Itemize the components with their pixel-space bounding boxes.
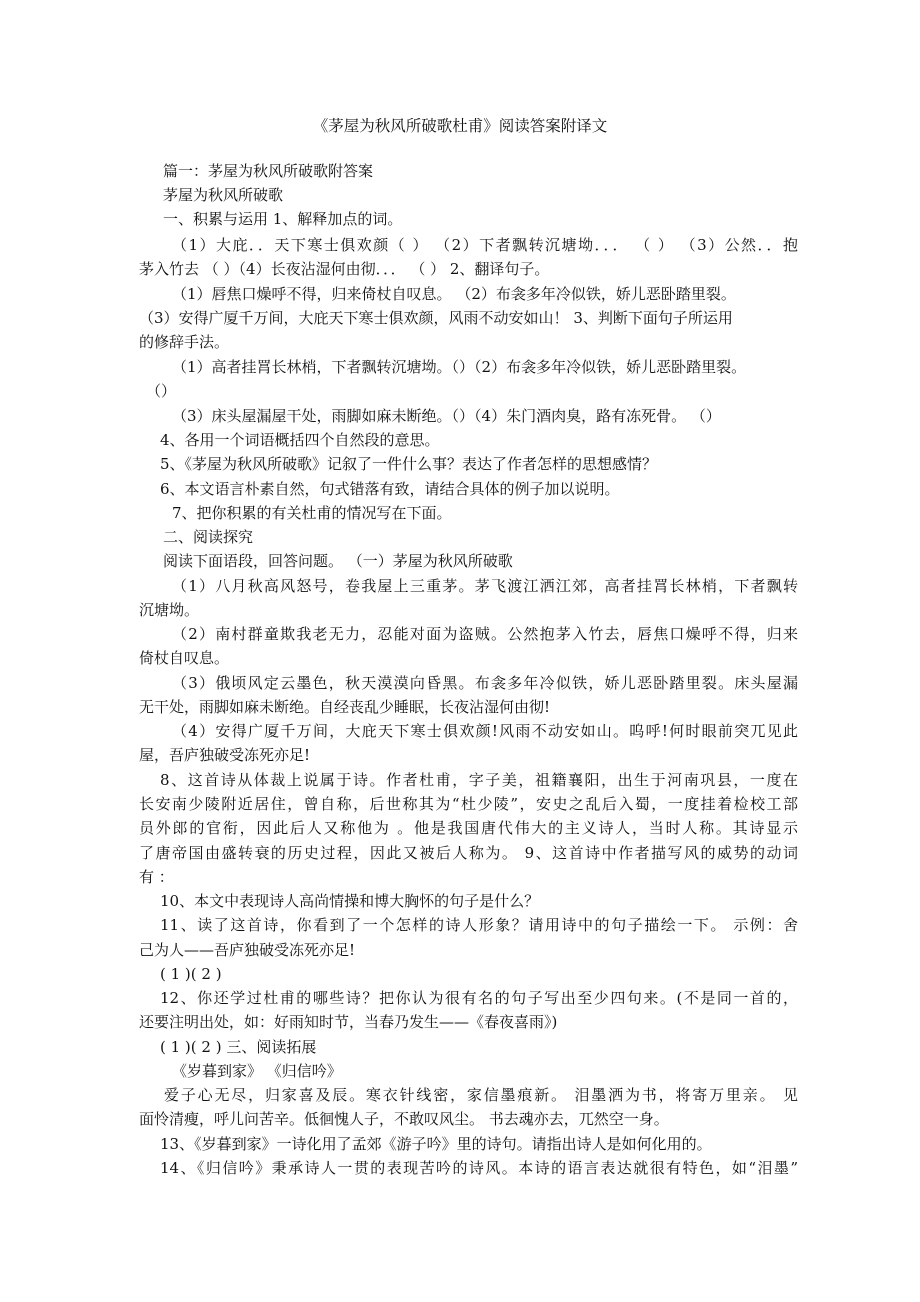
text-line: 二、阅读探究: [163, 528, 254, 546]
text-line: 还要注明出处，如：好雨知时节，当春乃发生——《春夜喜雨》): [139, 1013, 558, 1031]
text-line: 长安南少陵附近居住，曾自称，后世称其为“杜少陵”，安史之乱后入蜀，一度挂着检校工部: [139, 795, 798, 813]
text-line: 爱子心无尽，归家喜及辰。寒衣针线密，家信墨痕新。 泪墨洒为书，将寄万里亲。 见: [164, 1086, 798, 1104]
text-line: 11、读了这首诗，你看到了一个怎样的诗人形象？请用诗中的句子描绘一下。 示例：舍: [160, 916, 798, 934]
text-line: 己为人——吾庐独破受冻死亦足!: [139, 941, 356, 959]
text-line: 面怜清瘦，呼儿问苦辛。低徊愧人子，不敢叹风尘。 书去魂亦去，兀然空一身。: [139, 1110, 669, 1128]
text-line: 阅读下面语段，回答问题。 （一）茅屋为秋风所破歌: [163, 552, 513, 570]
text-line: （1）高者挂罥长林梢，下者飘转沉塘坳。（）（2）布衾多年冷似铁，娇儿恶卧踏里裂。: [172, 358, 747, 376]
text-line: （）: [146, 382, 177, 400]
text-line: 茅屋为秋风所破歌: [163, 186, 284, 204]
text-line: （1）大庇．．天下寒士俱欢颜（ ） （2）下者飘转沉塘坳．．． （ ） （3）公然．．抱: [172, 236, 798, 254]
text-line: 5、《茅屋为秋风所破歌》记叙了一件什么事？表达了作者怎样的思想感情？: [160, 455, 658, 473]
text-line: 《岁暮到家》 《归信吟》: [172, 1062, 342, 1080]
text-line: 7、把你积累的有关杜甫的情况写在下面。: [172, 504, 452, 522]
text-line: 一、积累与运用 1、解释加点的词。: [163, 210, 403, 228]
text-line: 10、本文中表现诗人高尚情操和博大胸怀的句子是什么？: [160, 892, 540, 910]
text-line: 篇一：茅屋为秋风所破歌附答案: [163, 162, 374, 180]
text-line: 13、《岁暮到家》一诗化用了孟郊《游子吟》里的诗句。请指出诗人是如何化用的。: [160, 1135, 712, 1153]
text-line: 屋，吾庐独破受冻死亦足!: [139, 746, 311, 764]
text-line: 14、《归信吟》秉承诗人一贯的表现苦吟的诗风。本诗的语言表达就很有特色，如“泪墨”: [160, 1159, 798, 1177]
text-line: （4）安得广厦千万间，大庇天下寒士俱欢颜!风雨不动安如山。呜呼!何时眼前突兀见此: [172, 722, 798, 740]
text-line: 4、各用一个词语概括四个自然段的意思。: [160, 431, 440, 449]
text-line: 12、你还学过杜甫的哪些诗？把你认为很有名的句子写出至少四句来。(不是同一首的，: [160, 989, 798, 1007]
text-line: （1）唇焦口燥呼不得，归来倚杖自叹息。 （2）布衾多年冷似铁，娇儿恶卧踏里裂。: [172, 285, 736, 303]
text-line: （3）安得广厦千万间，大庇天下寒士俱欢颜，风雨不动安如山！ 3、判断下面句子所运用: [139, 309, 733, 327]
text-line: （1）八月秋高风怒号，卷我屋上三重茅。茅飞渡江洒江郊，高者挂罥长林梢，下者飘转: [172, 577, 798, 595]
text-line: 有 ：: [139, 868, 174, 886]
text-line: 6、本文语言朴素自然，句式错落有致，请结合具体的例子加以说明。: [160, 480, 620, 498]
text-line: 8、这首诗从体裁上说属于诗。作者杜甫，字子美，祖籍襄阳，出生于河南巩县，一度在: [160, 771, 798, 789]
text-line: （3）俄顷风定云墨色，秋天漠漠向昏黑。布衾多年冷似铁，娇儿恶卧踏里裂。床头屋漏: [172, 674, 798, 692]
text-line: 的修辞手法。: [139, 333, 230, 351]
text-line: 倚杖自叹息。: [139, 649, 230, 667]
text-line: ( 1 )( 2 ): [160, 965, 222, 983]
text-line: 员外郎的官衔，因此后人又称他为 。他是我国唐代伟大的主义诗人，当时人称。其诗显示: [139, 819, 798, 837]
text-line: （3）床头屋漏屋干处，雨脚如麻未断绝。（）（4）朱门酒肉臭，路有冻死骨。 （）: [172, 407, 721, 425]
text-line: 了唐帝国由盛转衰的历史过程，因此又被后人称为。 9、这首诗中作者描写风的威势的动词: [139, 844, 798, 862]
text-line: 沉塘坳。: [139, 601, 200, 619]
text-line: ( 1 )( 2 ) 三、阅读拓展: [160, 1038, 317, 1056]
document-title: 《茅屋为秋风所破歌杜甫》阅读答案附译文: [312, 117, 608, 135]
text-line: 无干处，雨脚如麻未断绝。自经丧乱少睡眠，长夜沾湿何由彻!: [139, 698, 551, 716]
text-line: 茅入竹去 （ ）（4）长夜沾湿何由彻．．． （ ） 2、翻译句子。: [139, 260, 550, 278]
text-line: （2）南村群童欺我老无力，忍能对面为盗贼。公然抱茅入竹去，唇焦口燥呼不得，归来: [172, 625, 798, 643]
